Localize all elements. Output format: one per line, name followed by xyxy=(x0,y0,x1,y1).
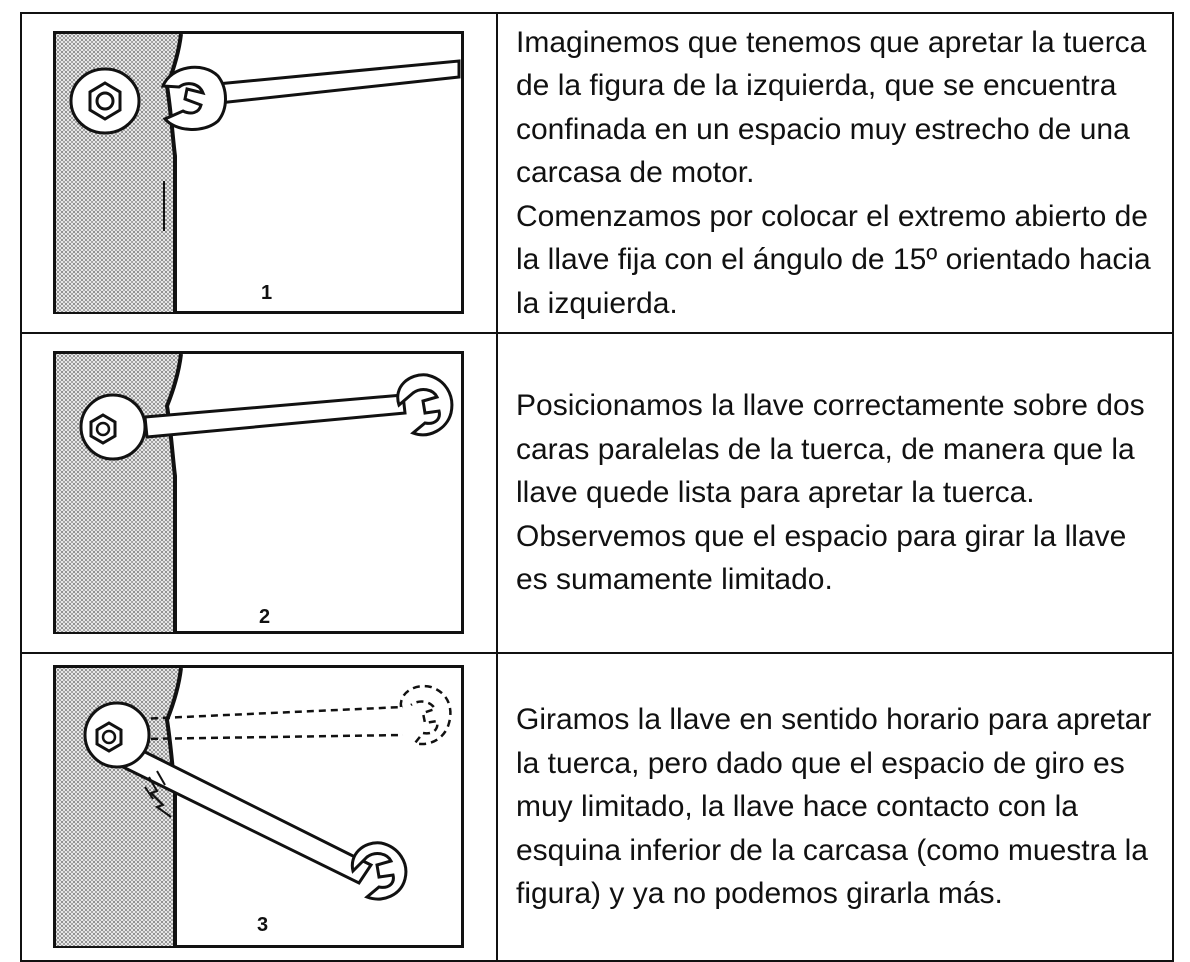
step-3-text-cell xyxy=(497,653,1173,961)
figure-number-2: 2 xyxy=(259,606,271,628)
step-row-3 xyxy=(21,653,1173,961)
step-1-paragraph-2: Comenzamos por colocar el extremo abierto de la llave fija con el ángulo de 15º orientado hacia la izquierda. xyxy=(516,199,1151,320)
step-2-figure-cell xyxy=(21,333,497,653)
step-3-figure-cell xyxy=(21,653,497,961)
figure-number-1: 1 xyxy=(261,282,273,304)
step-2-paragraph-2: Observemos que el espacio para girar la llave es sumamente limitado. xyxy=(516,519,1127,597)
step-2-description xyxy=(516,384,1158,602)
nut-icon xyxy=(97,723,121,751)
step-3-description xyxy=(516,698,1158,916)
step-2-text-cell xyxy=(497,333,1173,653)
step-1-paragraph-1: Imaginemos que tenemos que apretar la tuerca de la figura de la izquierda, que se encuentra confinada en un espacio muy estrecho de una carcasa de motor. xyxy=(516,25,1147,190)
step-row-1 xyxy=(21,13,1173,333)
step-row-2 xyxy=(21,333,1173,653)
nut-icon xyxy=(91,415,115,443)
step-1-figure-cell xyxy=(21,13,497,333)
wrench-illustration-1 xyxy=(53,31,465,315)
wrench-illustration-3 xyxy=(53,665,465,949)
figure-number-3: 3 xyxy=(257,914,269,936)
step-2-paragraph-1: Posicionamos la llave correctamente sobre dos caras paralelas de la tuerca, de manera que la llave quede lista para apretar la tuerca. xyxy=(516,389,1145,510)
instructions-table xyxy=(20,12,1174,962)
step-1-text-cell xyxy=(497,13,1173,333)
step-3-paragraph-1: Giramos la llave en sentido horario para apretar la tuerca, pero dado que el espacio de giro es muy limitado, la llave hace contacto con la esquina inferior de la carcasa (como muestra la figura) y ya no podemos girarla más. xyxy=(516,703,1152,911)
wrench-illustration-2 xyxy=(53,351,465,635)
nut-icon xyxy=(71,69,139,133)
step-1-description xyxy=(516,21,1158,326)
